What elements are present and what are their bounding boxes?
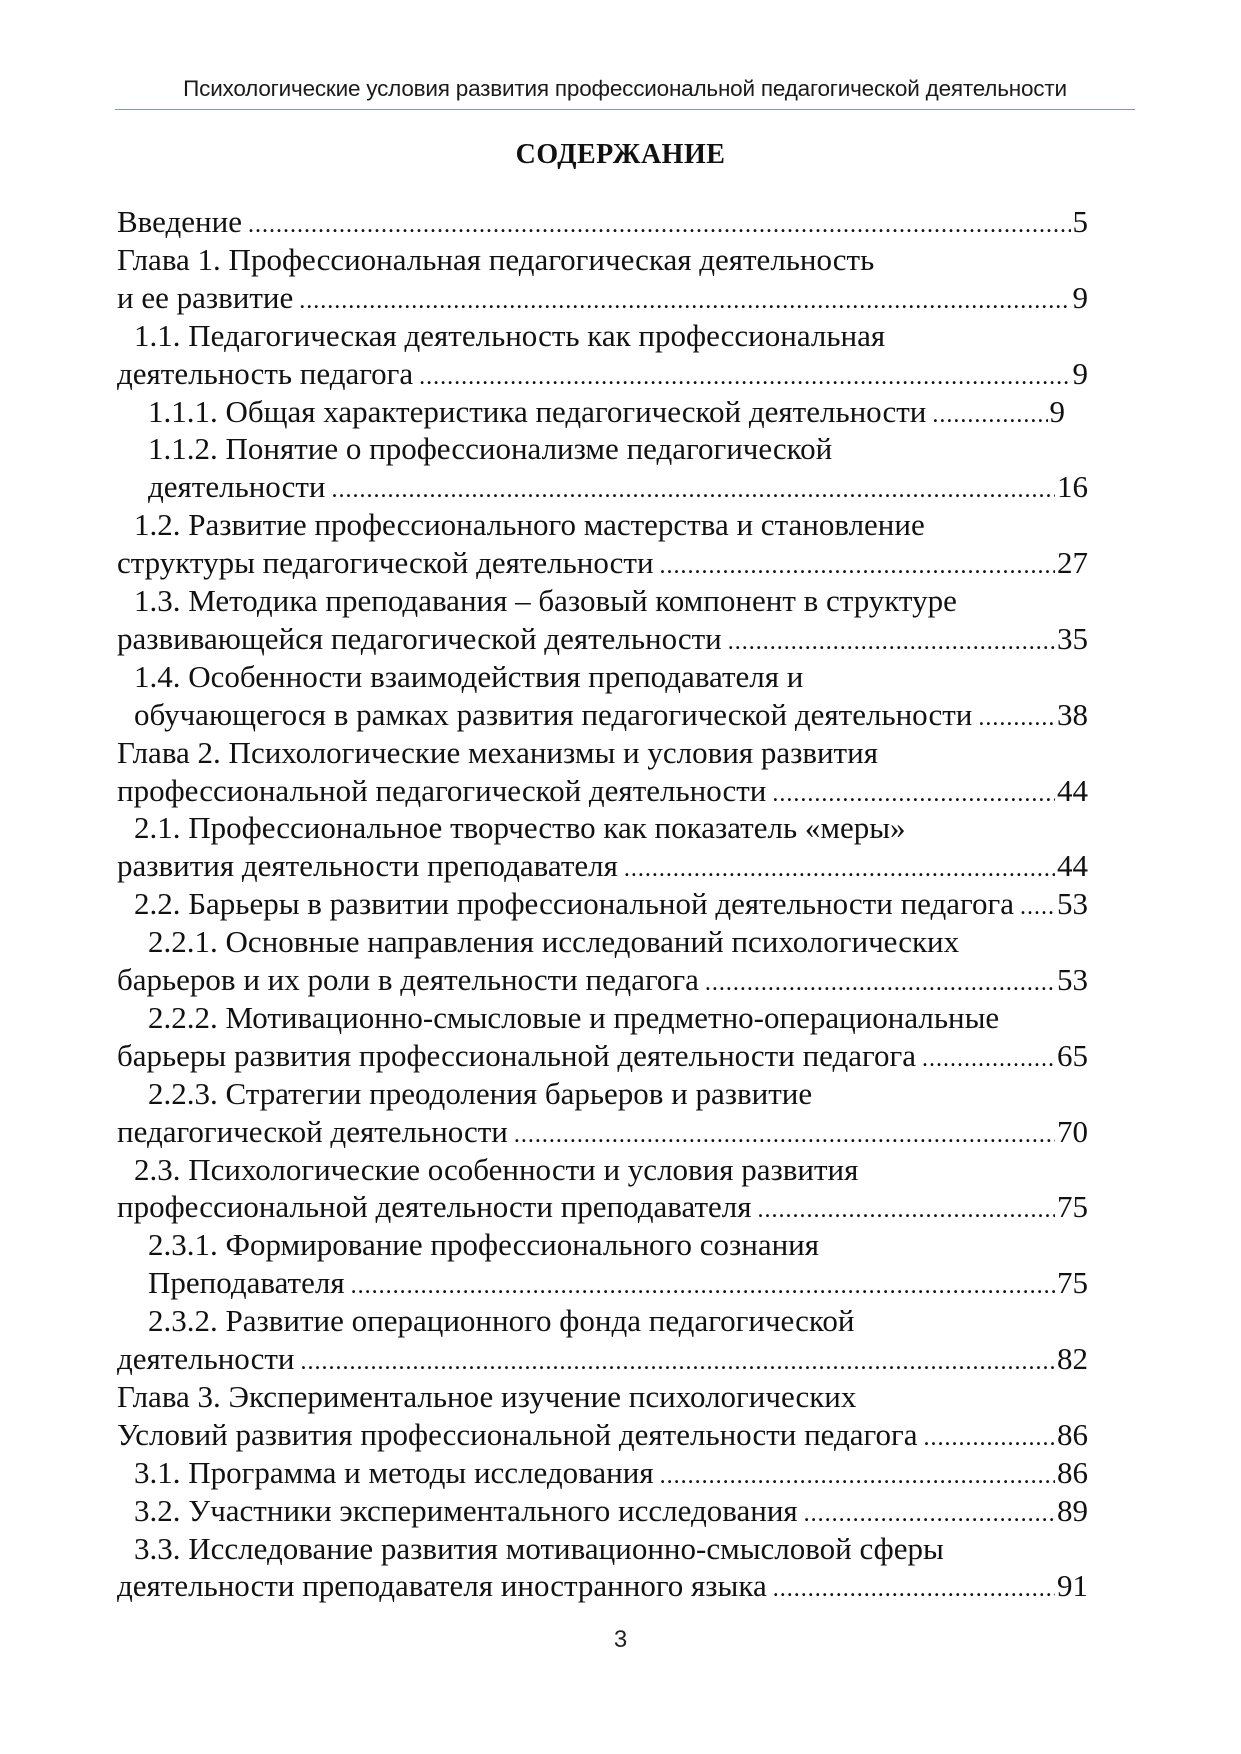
toc-entry-continuation: 2.3. Психологические особенности и условия развития (134, 1152, 859, 1187)
toc-entry-page: 86 (1057, 1417, 1088, 1452)
toc-entry-title: Условий развития профессиональной деятельности педагога (117, 1417, 918, 1452)
toc-entry-page: 5 (1072, 204, 1088, 239)
toc-entry-continuation: 1.4. Особенности взаимодействия преподавателя и (134, 659, 804, 694)
toc-entry-page: 9 (1072, 280, 1088, 315)
dot-leader (923, 1419, 1055, 1457)
toc-entry-line (117, 203, 1088, 241)
toc-entry-title: профессиональной педагогической деятельности (117, 773, 767, 808)
toc-entry-continuation: Глава 3. Экспериментальное изучение психологических (117, 1379, 857, 1414)
dot-leader (300, 1343, 1055, 1381)
toc-entry-continuation: Глава 1. Профессиональная педагогическая деятельность (117, 242, 875, 277)
toc-entry-title: 3.1. Программа и методы исследования (134, 1455, 654, 1490)
toc-entry-page: 9 (1049, 394, 1065, 429)
dot-leader (804, 1495, 1055, 1533)
toc-entry-title: развивающейся педагогической деятельности (117, 621, 722, 656)
toc-entry-line (117, 544, 1088, 582)
toc-entry-line (134, 1492, 1088, 1530)
dot-leader (514, 1116, 1055, 1154)
toc-entry-continuation: 1.3. Методика преподавания – базовый компонент в структуре (134, 583, 957, 618)
header-rule (115, 109, 1135, 110)
toc-entry-page: 44 (1057, 848, 1088, 883)
toc-entry-title: деятельности преподавателя иностранного языка (117, 1568, 767, 1603)
toc-entry-continuation: 1.2. Развитие профессионального мастерства и становление (134, 507, 925, 542)
dot-leader (660, 547, 1055, 585)
dot-leader (1020, 888, 1055, 926)
toc-entry-title: 3.2. Участники экспериментального исследования (134, 1493, 798, 1528)
toc-entry-title: 1.1.1. Общая характеристика педагогической деятельности (148, 394, 927, 429)
toc-entry-continuation: 2.1. Профессиональное творчество как показатель «меры» (134, 810, 906, 845)
toc-entry-title: деятельность педагога (117, 356, 414, 391)
dot-leader (705, 964, 1055, 1002)
toc-entry-line (134, 885, 1088, 923)
toc-entry-page: 91 (1057, 1568, 1088, 1603)
toc-entry-line (117, 355, 1088, 393)
toc-entry-continuation: Глава 2. Психологические механизмы и условия развития (117, 735, 878, 770)
toc-entry-page: 9 (1072, 356, 1088, 391)
toc-entry-page: 53 (1057, 886, 1088, 921)
toc-entry-page: 70 (1057, 1114, 1088, 1149)
toc-entry-line (117, 1416, 1088, 1454)
toc-entry-page: 16 (1057, 469, 1088, 504)
toc-entry-continuation: 1.1. Педагогическая деятельность как профессиональная (134, 318, 886, 353)
dot-leader (772, 775, 1055, 813)
toc-entry-page: 65 (1057, 1038, 1088, 1073)
toc-entry-line (117, 620, 1088, 658)
toc-entry-page: 35 (1057, 621, 1088, 656)
toc-entry-continuation: 2.2.3. Стратегии преодоления барьеров и развитие (148, 1076, 813, 1111)
toc-entry-page: 38 (1057, 697, 1088, 732)
toc-entry-continuation: 1.1.2. Понятие о профессионализме педагогической (148, 431, 833, 466)
toc-entry-title: и ее развитие (117, 280, 294, 315)
toc-entry-title: педагогической деятельности (117, 1114, 508, 1149)
toc-entry-page: 44 (1057, 773, 1088, 808)
toc-entry-page: 75 (1057, 1189, 1088, 1224)
toc-entry-page: 53 (1057, 962, 1088, 997)
dot-leader (419, 358, 1070, 396)
dot-leader (758, 1191, 1056, 1229)
toc-entry-continuation: 2.2.1. Основные направления исследований психологических (148, 924, 960, 959)
toc-entry-title: обучающегося в рамках развития педагогической деятельности (134, 697, 973, 732)
toc-entry-title: 2.2. Барьеры в развитии профессиональной деятельности педагога (134, 886, 1014, 921)
toc-entry-title: развития деятельности преподавателя (117, 848, 618, 883)
toc-entry-page: 82 (1057, 1341, 1088, 1376)
toc-entry-line (117, 961, 1088, 999)
dot-leader (624, 850, 1055, 888)
toc-entry-title: структуры педагогической деятельности (117, 545, 654, 580)
toc-entry-line (117, 1037, 1088, 1075)
toc-entry-line (148, 393, 1065, 431)
toc-entry-title: деятельности (148, 469, 326, 504)
toc-entry-line (117, 1340, 1088, 1378)
page-number: 3 (613, 1626, 628, 1653)
toc-entry-continuation: 2.3.2. Развитие операционного фонда педагогической (148, 1303, 855, 1338)
toc-entry-title: Преподавателя (148, 1265, 345, 1300)
dot-leader (728, 623, 1055, 661)
dot-leader (660, 1457, 1055, 1495)
dot-leader (331, 471, 1055, 509)
running-header: Психологические условия развития профессиональной педагогической деятельности (183, 76, 1067, 101)
toc-entry-line (117, 1188, 1088, 1226)
toc-entry-line (117, 1567, 1088, 1605)
toc-entry-title: деятельности (117, 1341, 295, 1376)
toc-entry-title: барьеров и их роли в деятельности педагога (117, 962, 699, 997)
toc-entry-page: 27 (1057, 545, 1088, 580)
dot-leader (299, 282, 1070, 320)
toc-entry-line (134, 696, 1088, 734)
dot-leader (932, 396, 1047, 434)
toc-entry-line (134, 1454, 1088, 1492)
toc-entry-line (117, 279, 1088, 317)
dot-leader (978, 699, 1055, 737)
toc-entry-page: 75 (1057, 1265, 1088, 1300)
toc-entry-title: Введение (117, 204, 242, 239)
toc-entry-line (117, 1113, 1088, 1151)
toc-entry-line (117, 772, 1088, 810)
toc-entry-line (117, 847, 1088, 885)
dot-leader (351, 1267, 1055, 1305)
toc-entry-title: профессиональной деятельности преподавателя (117, 1189, 752, 1224)
toc-entry-page: 89 (1057, 1493, 1088, 1528)
toc-entry-continuation: 3.3. Исследование развития мотивационно-смысловой сферы (134, 1531, 944, 1566)
toc-entry-title: барьеры развития профессиональной деятельности педагога (117, 1038, 916, 1073)
toc-entry-continuation: 2.2.2. Мотивационно-смысловые и предметно-операциональные (148, 1000, 1000, 1035)
dot-leader (922, 1040, 1055, 1078)
toc-entry-page: 86 (1057, 1455, 1088, 1490)
dot-leader (773, 1570, 1055, 1608)
toc-entry-line (148, 1264, 1088, 1302)
toc-title: СОДЕРЖАНИЕ (515, 139, 726, 170)
dot-leader (248, 206, 1071, 244)
toc-entry-continuation: 2.3.1. Формирование профессионального сознания (148, 1227, 820, 1262)
toc-entry-line (148, 468, 1088, 506)
